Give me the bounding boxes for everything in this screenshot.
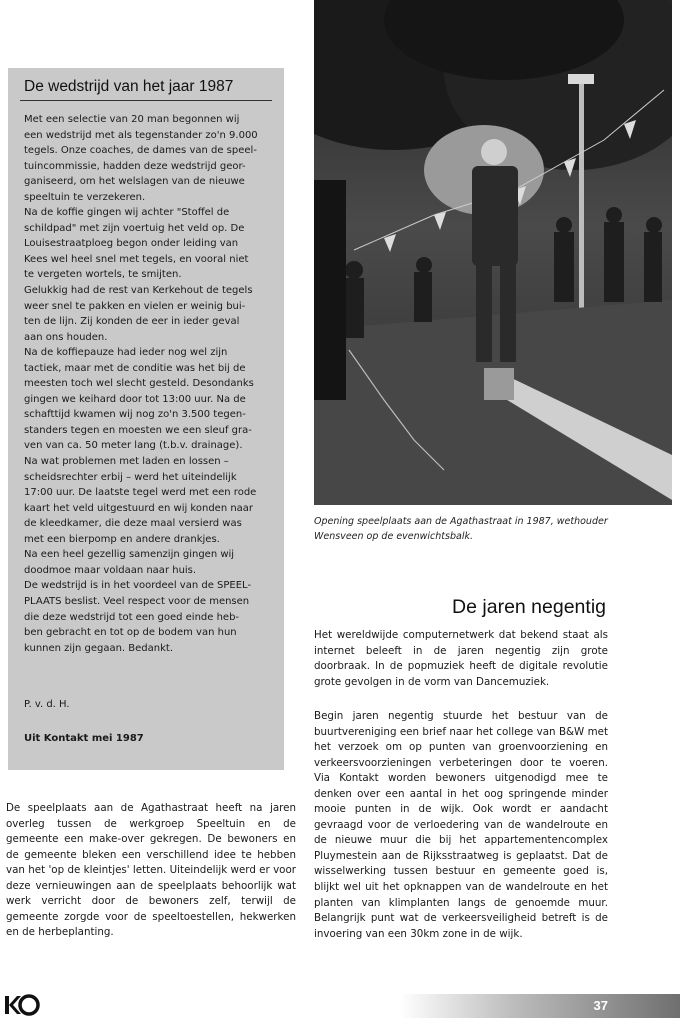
sidebar-line: Na de koffiepauze had ieder nog wel zijn xyxy=(24,347,228,359)
sidebar-line: kaart het veld uitgestuurd en wij konden naar xyxy=(24,502,254,514)
page-footer-bar xyxy=(400,994,680,1018)
sidebar-line: speeltuin te verzekeren. xyxy=(24,191,146,203)
sidebar-line: ben gebracht en tot op de bodem van hun xyxy=(24,627,237,639)
sidebar-line: Louisestraatploeg begon onder leiding van xyxy=(24,238,239,250)
sidebar-line: ten de lijn. Zij konden de eer in ieder geval xyxy=(24,316,240,328)
sidebar-line: met een bierpomp en andere drankjes. xyxy=(24,533,220,545)
sidebar-line: 17:00 uur. De laatste tegel werd met een rode xyxy=(24,487,257,499)
page-number: 37 xyxy=(593,998,608,1013)
caption-line: Wensveen op de evenwichtsbalk. xyxy=(314,531,473,542)
opening-photo xyxy=(314,0,672,505)
sidebar-signature: P. v. d. H. xyxy=(24,699,70,710)
sidebar-line: scheidsrechter erbij – werd het uiteindelijk xyxy=(24,471,237,483)
sidebar-body xyxy=(24,112,272,656)
sidebar-line: Na de koffie gingen wij achter "Stoffel de xyxy=(24,207,230,219)
sidebar-line: een wedstrijd met als tegenstander zo'n 9.000 xyxy=(24,129,258,141)
sidebar-line: gingen we keihard door tot 13:00 uur. Na de xyxy=(24,393,246,405)
ko-logo-icon xyxy=(4,992,40,1018)
sidebar-line: kunnen zijn gegaan. Bedankt. xyxy=(24,642,174,654)
sidebar-line: tactiek, maar met de conditie was het bij de xyxy=(24,362,246,374)
sidebar-line: aan ons houden. xyxy=(24,331,108,343)
section-heading: De jaren negentig xyxy=(452,596,606,618)
sidebar-line: doodmoe maar voldaan naar huis. xyxy=(24,564,197,576)
sidebar-heading: De wedstrijd van het jaar 1987 xyxy=(24,78,234,95)
sidebar-divider xyxy=(20,100,272,101)
sidebar-line: tuincommissie, hadden deze wedstrijd geor- xyxy=(24,160,246,172)
sidebar-line: die deze wedstrijd tot een goed einde heb- xyxy=(24,611,240,623)
photo-caption xyxy=(314,514,614,544)
sidebar-line: schildpad" met zijn voertuig het veld op. De xyxy=(24,222,245,234)
playground-paragraph: De speelplaats aan de Agathastraat heeft na jaren overleg tussen de werkgroep Speeltuin en de gemeente een make-over gekregen. De bewoners en de gemeente bleken een verschillend idee te hebben van het 'op de kleintjes' letten. Uiteindelijk werd er voor deze vernieuwingen aan de speelplaats behoorlijk wat werk verricht door de bewoners zelf, terwijl de gemeente zorgde voor de speeltoestellen, hekwerken en de herbeplanting. xyxy=(6,802,296,939)
sidebar-line: standers tegen en moesten we een sleuf gra- xyxy=(24,424,252,436)
sidebar-line: Gelukkig had de rest van Kerkehout de tegels xyxy=(24,285,253,297)
sidebar-source: Uit Kontakt mei 1987 xyxy=(24,733,144,744)
sidebar-line: de kleedkamer, die deze maal versierd was xyxy=(24,518,242,530)
sidebar-line: Kees wel heel snel met tegels, en vooral niet xyxy=(24,253,249,265)
sidebar-line: PLAATS beslist. Veel respect voor de mensen xyxy=(24,595,250,607)
photo-scene-illustration xyxy=(314,0,672,505)
sidebar-line: Met een selectie van 20 man begonnen wij xyxy=(24,114,240,125)
sidebar-line: tegels. Onze coaches, de dames van de speel- xyxy=(24,145,257,157)
sidebar-line: ven van ca. 50 meter lang (t.b.v. drainage). xyxy=(24,440,243,452)
section-paragraph: Het wereldwijde computernetwerk dat bekend staat als internet beleeft in de jaren negentig zijn grote doorbraak. In de popmuziek heeft de digitale revolutie grote gevolgen in de vorm van Dancemuziek. xyxy=(314,629,608,688)
caption-line: Opening speelplaats aan de Agathastraat in 1987, wethouder xyxy=(314,516,608,527)
sidebar-line: ganiseerd, om het welslagen van de nieuwe xyxy=(24,176,245,188)
section-paragraph: Begin jaren negentig stuurde het bestuur van de buurtvereniging een brief naar het college van B&W met het verzoek om op punten van groenvoorziening en verkeersvoorzieningen verbeteringen door te voeren. Via Kontakt worden bewoners uitgenodigd mee te denken over een aantal in het oog springende minder mooie punten in de wijk. Ook wordt er aandacht gevraagd voor de verloedering van de wandelroute en de nieuwe muur die bij het appartementencomplex Pluymestein aan de Rijksstraatweg is geplaatst. Dat de wisselwerking tussen bestuur en gemeente goed is, blijkt wel uit het opknappen van de wandelroute en het planten van klimplanten langs de genoemde muur. Belangrijk punt wat de verkeersveiligheid betreft is de invoering van een 30km zone in de wijk. xyxy=(314,710,608,940)
sidebar-line: Na wat problemen met laden en lossen – xyxy=(24,456,229,468)
sidebar-line: weer snel te pakken en vielen er weinig bui- xyxy=(24,300,246,312)
sidebar-line: meesten toch wel slecht gesteld. Desondanks xyxy=(24,378,254,390)
sidebar-line: schafttijd kwamen wij nog zo'n 3.500 tegen- xyxy=(24,409,246,421)
sidebar-line: De wedstrijd is in het voordeel van de SPEEL- xyxy=(24,580,252,592)
sidebar-line: te vergeten wortels, te smijten. xyxy=(24,269,182,281)
sidebar-line: Na een heel gezellig samenzijn gingen wij xyxy=(24,549,235,561)
